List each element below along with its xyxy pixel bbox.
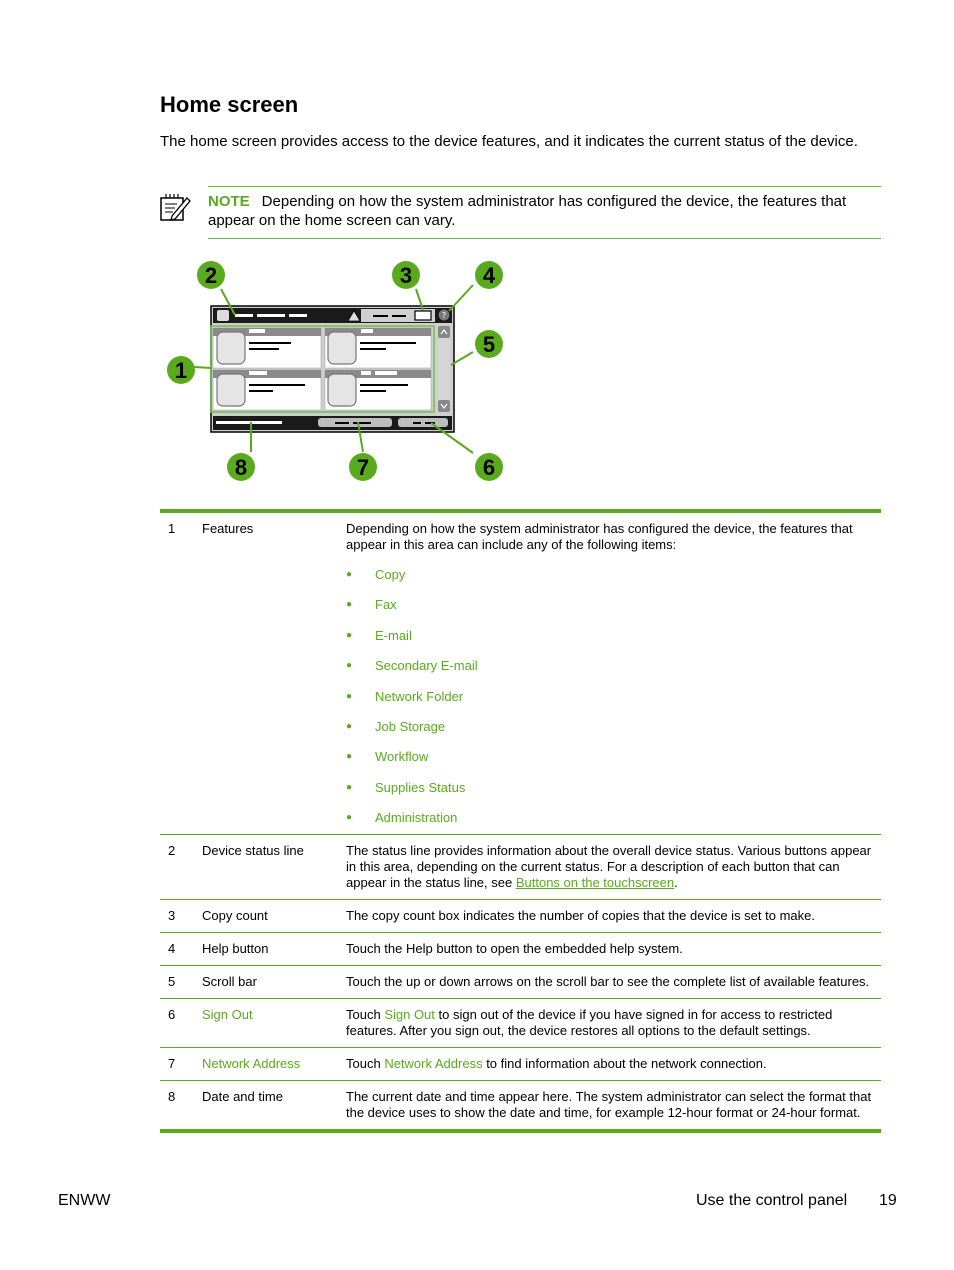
table-row: [160, 1081, 881, 1132]
note-box: [160, 186, 881, 238]
hp-logo: [217, 310, 229, 321]
reference-table: [160, 509, 881, 1133]
list-item[interactable]: ● E-mail: [346, 628, 873, 658]
page-number: 19: [879, 1192, 897, 1209]
row-name: Features: [194, 511, 338, 835]
svg-text:5: 5: [482, 332, 496, 357]
desc-text: to find information about the network connection.: [482, 1056, 767, 1072]
list-item[interactable]: ● Network Folder: [346, 689, 873, 719]
desc-text: Touch: [346, 1056, 385, 1072]
table-row: [160, 835, 881, 900]
desc-text: Touch: [346, 1007, 385, 1023]
footer-section: Use the control panel: [696, 1192, 848, 1209]
row-number: 1: [160, 511, 194, 835]
page-title: Home screen: [160, 92, 299, 117]
table-row: [160, 966, 881, 999]
network-address-term: Network Address: [384, 1056, 483, 1072]
svg-text:4: 4: [482, 263, 496, 288]
table-row: [160, 1048, 881, 1081]
list-item[interactable]: ● Job Storage: [346, 719, 873, 749]
row-number: 5: [160, 966, 194, 999]
row-description: [338, 1048, 881, 1081]
home-screen-diagram: [160, 255, 520, 490]
row-number: 3: [160, 900, 194, 933]
date-time: [216, 421, 282, 424]
table-row: [160, 933, 881, 966]
svg-text:3: 3: [399, 263, 413, 288]
desc-text: The status line provides information about the overall device status. Various buttons appear in this area, depending on the current status. For a description of each button that can appear in the status line, see: [346, 843, 872, 891]
row-number: 8: [168, 1089, 176, 1105]
intro-paragraph: The home screen provides access to the device features, and it indicates the current status of the device.: [160, 133, 858, 150]
row-description: [338, 835, 881, 900]
note-label: NOTE: [208, 193, 250, 210]
row-description: [338, 511, 881, 835]
row-name: Help button: [194, 933, 338, 966]
svg-text:8: 8: [234, 455, 248, 480]
row-number: 6: [160, 999, 194, 1048]
list-item[interactable]: ● Workflow: [346, 749, 873, 779]
features-list: [346, 567, 873, 826]
note-body: Depending on how the system administrator has configured the device, the features that appear on the home screen can vary.: [208, 193, 847, 229]
row-number: 4: [160, 933, 194, 966]
desc-text: .: [674, 875, 678, 891]
note-rule-top: [208, 186, 881, 187]
buttons-on-touchscreen-link[interactable]: Buttons on the touchscreen: [515, 875, 675, 891]
svg-text:7: 7: [356, 455, 370, 480]
svg-text:1: 1: [174, 358, 188, 383]
list-item[interactable]: ● Copy: [346, 567, 873, 597]
row-name: Copy count: [194, 900, 338, 933]
touchscreen-frame: [211, 306, 454, 432]
row-description: Touch the Help button to open the embedded help system.: [338, 933, 881, 966]
row-description: The copy count box indicates the number of copies that the device is set to make.: [338, 900, 881, 933]
table-row: [160, 900, 881, 933]
sign-out-button: [398, 418, 448, 427]
list-item[interactable]: ● Administration: [346, 810, 873, 826]
footer-left: ENWW: [58, 1192, 111, 1209]
list-item[interactable]: ● Supplies Status: [346, 780, 873, 810]
svg-text:?: ?: [441, 311, 447, 320]
table-row: [160, 999, 881, 1048]
list-item[interactable]: ● Secondary E-mail: [346, 658, 873, 688]
row-description: The current date and time appear here. The system administrator can select the format that the device uses to show the date and time, for example 12-hour format or 24-hour format.: [346, 1089, 872, 1121]
desc-text: to sign out of the device if you have signed in for access to restricted features. After you sign out, the device restores all options to the default settings.: [346, 1007, 833, 1039]
copy-count-box: [415, 311, 431, 320]
sign-out-term: Sign Out: [384, 1007, 435, 1023]
table-row: [160, 511, 881, 835]
scroll-up-arrow: [438, 326, 450, 338]
row-description: [338, 999, 881, 1048]
row-number: 7: [160, 1048, 194, 1081]
row-name: Network Address: [194, 1048, 338, 1081]
list-item[interactable]: ● Fax: [346, 597, 873, 627]
row-name: Sign Out: [194, 999, 338, 1048]
scroll-bar: [438, 326, 450, 412]
row-name: Date and time: [202, 1089, 283, 1105]
row-number: 2: [160, 835, 194, 900]
scroll-down-arrow: [438, 400, 450, 412]
row-name: Device status line: [194, 835, 338, 900]
svg-text:6: 6: [482, 455, 496, 480]
features-intro: Depending on how the system administrator has configured the device, the features that appear in this area can include any of the following items:: [346, 521, 853, 552]
row-name: Scroll bar: [194, 966, 338, 999]
row-description: Touch the up or down arrows on the scroll bar to see the complete list of available features.: [338, 966, 881, 999]
note-rule-bottom: [208, 238, 881, 239]
note-text: [208, 192, 881, 230]
svg-text:2: 2: [204, 263, 218, 288]
note-pad-icon: [160, 190, 192, 222]
